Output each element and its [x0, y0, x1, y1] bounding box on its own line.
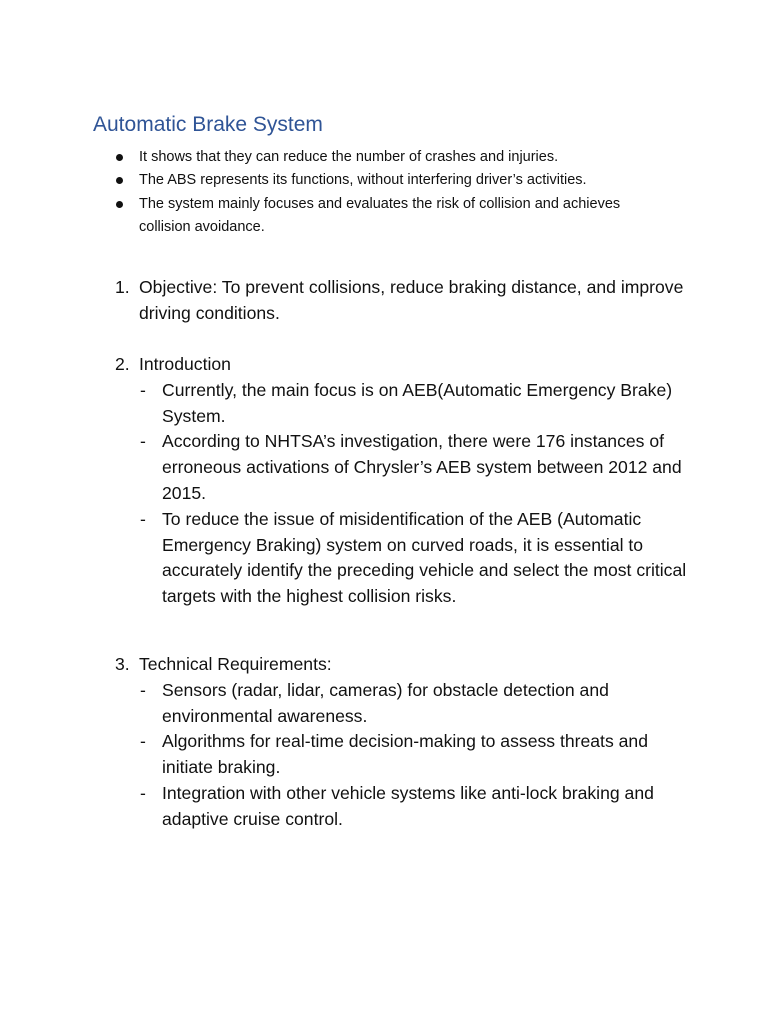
dash-marker: - — [140, 431, 146, 452]
list-item-text: Sensors (radar, lidar, cameras) for obstacle detection and environmental awareness. — [162, 679, 609, 726]
bullet-item — [0, 146, 768, 169]
list-item-text: Algorithms for real-time decision-making to assess threats and initiate braking. — [162, 731, 648, 778]
bullet-text: The ABS represents its functions, without interfering driver’s activities. — [139, 172, 587, 189]
bullet-text: It shows that they can reduce the number of crashes and injuries. — [139, 149, 559, 165]
bullet-dot-icon — [116, 154, 123, 161]
section-heading — [0, 352, 768, 378]
section-technical-requirements — [0, 652, 768, 833]
list-item — [0, 378, 768, 430]
bullet-dot-icon — [116, 201, 123, 208]
section-number: 2. — [115, 354, 130, 374]
section-objective — [0, 275, 768, 327]
dash-marker: - — [140, 782, 146, 803]
bullet-text: The system mainly focuses and evaluates the risk of collision and achieves collision avoidance. — [139, 195, 621, 235]
section-number: 1. — [115, 277, 130, 297]
list-item — [0, 729, 768, 781]
bullet-item — [0, 193, 768, 240]
section-title: Objective: To prevent collisions, reduce braking distance, and improve driving conditions. — [139, 277, 684, 323]
list-item — [0, 429, 768, 506]
dash-marker: - — [140, 679, 146, 700]
dash-marker: - — [140, 731, 146, 752]
page-title: Automatic Brake System — [93, 113, 323, 136]
list-item — [0, 507, 768, 610]
section-title: Technical Requirements: — [139, 654, 332, 674]
list-item-text: According to NHTSA’s investigation, there were 176 instances of erroneous activations of Chrysler’s AEB system between 2012 and 2015. — [162, 431, 682, 503]
section-heading — [0, 652, 768, 678]
list-item — [0, 781, 768, 833]
list-item-text: Currently, the main focus is on AEB(Automatic Emergency Brake) System. — [162, 379, 673, 426]
bullet-item — [0, 169, 768, 192]
list-item-text: Integration with other vehicle systems like anti-lock braking and adaptive cruise control. — [162, 782, 654, 829]
summary-bullet-list — [0, 146, 768, 239]
bullet-dot-icon — [116, 177, 123, 184]
section-number: 3. — [115, 654, 130, 674]
list-item-text: To reduce the issue of misidentification of the AEB (Automatic Emergency Braking) system on curved roads, it is essential to accurately identify the preceding vehicle and select the most critical targets with the highest collision risks. — [162, 508, 687, 607]
list-item — [0, 678, 768, 730]
section-title: Introduction — [139, 354, 231, 374]
dash-marker: - — [140, 508, 146, 529]
section-introduction — [0, 352, 768, 610]
section-heading — [0, 275, 768, 327]
dash-marker: - — [140, 379, 146, 400]
